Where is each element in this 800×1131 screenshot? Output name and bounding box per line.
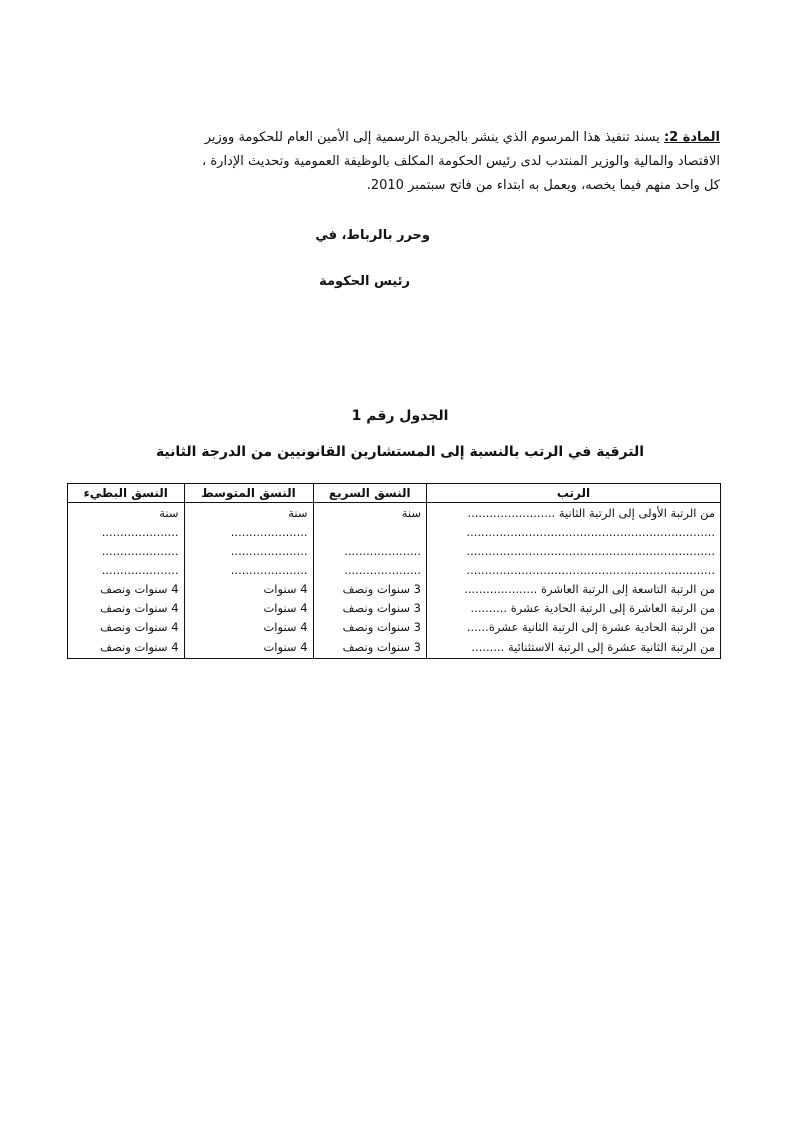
medium-cell: ..................... (184, 541, 313, 560)
article-2-paragraph (150, 126, 720, 198)
promotion-table (67, 483, 721, 659)
fast-cell: سنة (313, 503, 426, 523)
slow-cell: 4 سنوات ونصف (68, 636, 185, 659)
medium-cell: ..................... (184, 522, 313, 541)
table-row (68, 598, 721, 617)
medium-cell: 4 سنوات (184, 617, 313, 636)
rank-cell: من الرتبة الحادية عشرة إلى الرتبة الثانية عشرة...... (427, 617, 721, 636)
table-number: الجدول رقم 1 (351, 408, 449, 424)
table-row (68, 503, 721, 523)
medium-cell: 4 سنوات (184, 579, 313, 598)
article-label: المادة 2: (663, 130, 720, 145)
fast-cell (313, 522, 426, 541)
slow-cell: 4 سنوات ونصف (68, 579, 185, 598)
rank-cell: من الرتبة التاسعة إلى الرتبة العاشرة .................... (427, 579, 721, 598)
rank-cell: من الرتبة العاشرة إلى الرتبة الحادية عشرة .......... (427, 598, 721, 617)
medium-cell: سنة (184, 503, 313, 523)
table-title: الترقية في الرتب بالنسبة إلى المستشارين القانونيين من الدرجة الثانية (155, 444, 645, 460)
article-line-1-text: يسند تنفيذ هذا المرسوم الذي ينشر بالجريدة الرسمية إلى الأمين العام للحكومة ووزير (204, 130, 660, 145)
fast-cell: ..................... (313, 541, 426, 560)
slow-cell: ..................... (68, 560, 185, 579)
table-row (68, 617, 721, 636)
medium-cell: 4 سنوات (184, 636, 313, 659)
medium-cell: 4 سنوات (184, 598, 313, 617)
table-row (68, 636, 721, 659)
fast-cell: 3 سنوات ونصف (313, 617, 426, 636)
rank-cell: من الرتبة الأولى إلى الرتبة الثانية ........................ (427, 503, 721, 523)
slow-cell: سنة (68, 503, 185, 523)
slow-cell: 4 سنوات ونصف (68, 598, 185, 617)
medium-cell: ..................... (184, 560, 313, 579)
header-slow-pace: النسق البطيء (68, 484, 185, 503)
fast-cell: 3 سنوات ونصف (313, 636, 426, 659)
table-row (68, 560, 721, 579)
fast-cell: ..................... (313, 560, 426, 579)
rank-cell: .................................................................... (427, 560, 721, 579)
slow-cell: 4 سنوات ونصف (68, 617, 185, 636)
article-line-3: كل واحد منهم فيما يخصه، ويعمل به ابتداء من فاتح سبتمبر 2010. (366, 178, 720, 193)
article-line-1 (150, 126, 720, 150)
table-row (68, 541, 721, 560)
rank-cell: .................................................................... (427, 541, 721, 560)
fast-cell: 3 سنوات ونصف (313, 579, 426, 598)
rank-cell: من الرتبة الثانية عشرة إلى الرتبة الاستثنائية ......... (427, 636, 721, 659)
signature-place: وحرر بالرباط، في (315, 228, 430, 243)
header-fast-pace: النسق السريع (313, 484, 426, 503)
rank-cell: .................................................................... (427, 522, 721, 541)
table-header-row (68, 484, 721, 503)
header-medium-pace: النسق المتوسط (184, 484, 313, 503)
article-line-2: الاقتصاد والمالية والوزير المنتدب لدى رئيس الحكومة المكلف بالوظيفة العمومية وتحديث الإدارة ، (202, 154, 720, 169)
table-row (68, 579, 721, 598)
slow-cell: ..................... (68, 522, 185, 541)
signature-title: رئيس الحكومة (319, 274, 410, 289)
fast-cell: 3 سنوات ونصف (313, 598, 426, 617)
header-ranks: الرتب (427, 484, 721, 503)
slow-cell: ..................... (68, 541, 185, 560)
table-row (68, 522, 721, 541)
